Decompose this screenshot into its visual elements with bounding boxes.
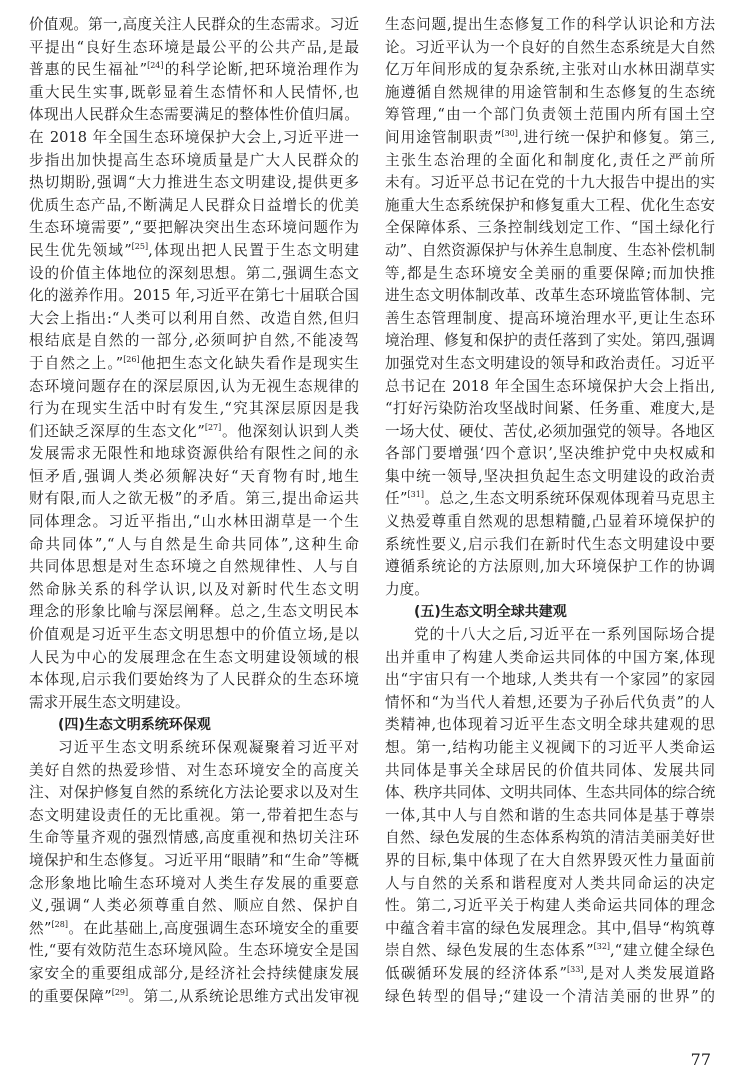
line-text: 义热爱尊重自然观的思想精髓,凸显着环境保护的 [385, 513, 715, 531]
line-text: 主张生态治理的全面化和制度化,责任之严前所 [385, 151, 715, 169]
text-line [385, 986, 715, 1009]
line-text: 恒矛盾,强调人类必须解决好“天育物有时,地生 [29, 467, 359, 485]
line-text: 化的滋养作用。2015 年,习近平在第七十届联合国 [29, 287, 359, 305]
line-text: 人与自然的关系和谐程度对人类共同命运的决定 [385, 874, 715, 892]
text-line [385, 534, 715, 557]
text-line [385, 940, 715, 963]
line-text: 党的十八大之后,习近平在一系列国际场合提 [414, 626, 715, 644]
line-text: 。总之,生态文明系统环保观体现着马克思主 [423, 490, 715, 508]
line-text: 绿色转型的倡导;“建设一个清洁美丽的世界”的 [385, 987, 715, 1005]
line-text: 步指出加快提高生态环境质量是广大人民群众的 [29, 151, 359, 169]
line-text: 的科学论断,把环境治理作为 [163, 61, 359, 79]
text-line [29, 398, 359, 421]
text-line [385, 760, 715, 783]
line-text: 施重大生态系统保护和修复重大工程、优化生态安 [385, 196, 715, 214]
text-line [29, 172, 359, 195]
line-text: 动”、自然资源保护与休养生息制度、生态补偿机制 [385, 241, 715, 259]
text-line [29, 534, 359, 557]
text-line [385, 805, 715, 828]
text-line [29, 263, 359, 286]
line-text: 间用途管制职责” [385, 128, 502, 146]
line-text: 大会上指出:“人类可以利用自然、改造自然,但归 [29, 309, 359, 327]
text-line [29, 669, 359, 692]
text-line [29, 963, 359, 986]
line-text: 发展需求无限性和地球资源供给有限性之间的永 [29, 445, 359, 463]
left-column [29, 14, 359, 1008]
text-line [29, 511, 359, 534]
citation-ref: [27] [204, 422, 222, 432]
text-line [385, 511, 715, 534]
text-line [385, 37, 715, 60]
line-text: 态环境问题存在的深层原因,认为无视生态规律的 [29, 377, 359, 395]
line-text: 遵循系统论的方法原则,加大环境保护工作的协调 [385, 558, 715, 576]
line-text: ,是对人类发展道路 [583, 964, 715, 982]
line-text: 共同体是事关全球居民的价值共同体、发展共同 [385, 761, 715, 779]
line-text: 普惠的民生福祉” [29, 61, 148, 79]
text-line [385, 918, 715, 941]
line-text: 生态环境需要”,“要把解决突出生态环境问题作为 [29, 219, 359, 237]
right-column [385, 14, 715, 1008]
citation-ref: [30] [501, 128, 518, 138]
line-text: 本体现,启示我们要始终为了人民群众的生态环境 [29, 671, 359, 689]
line-text: 亿万年间形成的复杂系统,主张对山水林田湖草实 [385, 61, 715, 79]
text-line [385, 127, 715, 150]
text-line [29, 986, 359, 1009]
text-line [385, 59, 715, 82]
text-line [29, 37, 359, 60]
text-line [29, 918, 359, 941]
line-text: 低碳循环发展的经济体系” [385, 964, 567, 982]
text-line [29, 308, 359, 331]
citation-ref: [33] [567, 964, 584, 974]
text-line [29, 353, 359, 376]
text-line [385, 14, 715, 37]
text-line [385, 263, 715, 286]
text-line [29, 850, 359, 873]
text-line [29, 330, 359, 353]
line-text: 价值观是习近平生态文明思想中的价值立场,是以 [29, 626, 359, 644]
line-text: 注、对保护修复自然的系统化方法论要求以及对生 [29, 784, 359, 802]
line-text: 出“宇宙只有一个地球,人类共有一个家园”的家园 [385, 671, 715, 689]
citation-ref: [28] [51, 919, 68, 929]
text-line [385, 330, 715, 353]
line-text: ,进行统一保护和修复。第三, [517, 128, 715, 146]
line-text: 加强党对生态文明建设的领导和政治责任。习近平 [385, 354, 715, 372]
line-text: 集中统一领导,坚决担负起生态文明建设的政治责 [385, 467, 715, 485]
text-line [385, 217, 715, 240]
text-line [385, 963, 715, 986]
line-text: 任” [385, 490, 408, 508]
text-line [385, 827, 715, 850]
line-text: 需求开展生态文明建设。 [29, 693, 190, 711]
line-text: 一体,其中人与自然和谐的生态共同体是基于尊崇 [385, 806, 715, 824]
line-text: 念形象地比喻生态环境对人类生存发展的重要意 [29, 874, 359, 892]
line-text: 论。习近平认为一个良好的自然生态系统是大自然 [385, 38, 715, 56]
line-text: (四)生态文明系统环保观 [58, 717, 211, 734]
line-text: 界的目标,集中体现了在大自然界毁灭性力量面前 [385, 851, 715, 869]
line-text: 筹管理,“由一个部门负责领土范围内所有国土空 [385, 106, 715, 124]
text-line [385, 647, 715, 670]
line-text: 然命脉关系的科学认识,以及对新时代生态文明 [29, 580, 359, 598]
text-line [29, 692, 359, 715]
line-text: 生命等量齐观的强烈情感,高度重视和热切关注环 [29, 829, 359, 847]
line-text: 一场大仗、硬仗、苦仗,必须加强党的领导。各地区 [385, 422, 715, 440]
section-heading [385, 601, 715, 624]
text-line [29, 624, 359, 647]
citation-ref: [32] [593, 942, 611, 952]
text-line [29, 827, 359, 850]
text-line [385, 421, 715, 444]
citation-ref: [31] [407, 490, 424, 500]
line-text: 的重要保障” [29, 987, 112, 1005]
line-text: 性,“要有效防范生态环境风险。生态环境安全是国 [29, 942, 359, 960]
text-line [29, 488, 359, 511]
text-line [29, 556, 359, 579]
text-line [29, 443, 359, 466]
line-text: (五)生态文明全球共建观 [414, 604, 567, 621]
line-text: 态文明建设责任的无比重视。第一,带着把生态与 [29, 806, 359, 824]
text-line [29, 240, 359, 263]
text-line [29, 127, 359, 150]
line-text: 各部门要增强‘四个意识’,坚决维护党中央权威和 [385, 445, 715, 463]
text-line [29, 782, 359, 805]
line-text: 价值观。第一,高度关注人民群众的生态需求。习近 [29, 16, 359, 33]
text-line [385, 150, 715, 173]
text-line [385, 353, 715, 376]
line-text: 施遵循自然规律的用途管制和生态修复的生态统 [385, 83, 715, 101]
text-line [385, 737, 715, 760]
text-line [385, 873, 715, 896]
text-line [385, 579, 715, 602]
text-line [29, 195, 359, 218]
text-line [385, 308, 715, 331]
line-text: 全保障体系、三条控制线划定工作、“国土绿化行 [385, 219, 715, 237]
text-line [29, 805, 359, 828]
text-line [29, 376, 359, 399]
text-line [385, 782, 715, 805]
line-text: 于自然之上。” [29, 354, 124, 372]
text-line [29, 285, 359, 308]
citation-ref: [29] [111, 987, 129, 997]
line-text: 进生态文明体制改革、改革生态环境监管体制、完 [385, 287, 715, 305]
line-text: 崇自然、绿色发展的生态体系” [385, 942, 594, 960]
line-text: 系统性要义,启示我们在新时代生态文明建设中要 [385, 535, 715, 553]
text-line [385, 376, 715, 399]
text-line [385, 285, 715, 308]
line-text: 平提出“良好生态环境是最公平的公共产品,是最 [29, 38, 359, 56]
line-text: 习近平生态文明系统环保观凝聚着习近平对 [58, 739, 359, 756]
line-text: 热切期盼,强调“大力推进生态文明建设,提供更多 [29, 174, 359, 192]
text-line [385, 714, 715, 737]
line-text: 命共同体”,“人与自然是生命共同体”,这种生命 [29, 535, 359, 553]
line-text: 们还缺乏深厚的生态文化” [29, 422, 205, 440]
text-line [29, 895, 359, 918]
text-line [29, 579, 359, 602]
text-line [29, 466, 359, 489]
line-text: 行为在现实生活中时有发生,“究其深层原因是我 [29, 400, 359, 418]
line-text: 中蕴含着丰富的绿色发展理念。其中,倡导“构筑尊 [385, 919, 715, 937]
text-line [29, 104, 359, 127]
line-text: 善生态管理制度、提高环境治理水平,更让生态环 [385, 309, 715, 327]
line-text: 。在此基础上,高度强调生态环境安全的重要 [67, 919, 359, 937]
text-line [29, 421, 359, 444]
citation-ref: [26] [123, 354, 140, 364]
line-text: 人民为中心的发展理念在生态文明建设领域的根 [29, 648, 359, 666]
line-text: 。他深刻认识到人类 [221, 422, 359, 440]
line-text: 想。第一,结构功能主义视阈下的习近平人类命运 [385, 739, 715, 756]
text-line [29, 82, 359, 105]
text-line [385, 195, 715, 218]
line-text: “打好污染防治攻坚战时间紧、任务重、难度大,是 [385, 400, 715, 418]
line-text: 根结底是自然的一部分,必须呵护自然,不能凌驾 [29, 332, 359, 350]
line-text: 境保护和生态修复。习近平用“眼睛”和“生命”等概 [29, 851, 359, 869]
text-line [385, 692, 715, 715]
line-text: 体、秩序共同体、文明共同体、生态共同体的综合统 [385, 784, 715, 802]
line-text: 。第二,从系统论思维方式出发审视 [128, 987, 359, 1005]
text-line [385, 172, 715, 195]
line-text: ,体现出把人民置于生态文明建 [148, 241, 359, 259]
line-text: 在 2018 年全国生态环境保护大会上,习近平进一 [29, 128, 359, 146]
text-line [29, 647, 359, 670]
line-text: 同体理念。习近平指出,“山水林田湖草是一个生 [29, 513, 359, 531]
text-line [29, 14, 359, 37]
line-text: 性。第二,习近平关于构建人类命运共同体的理念 [385, 897, 715, 915]
line-text: 共同体思想是对生态环境之自然规律性、人与自 [29, 558, 359, 576]
text-line [385, 850, 715, 873]
line-text: 自然、绿色发展的生态体系构筑的清洁美丽美好世 [385, 829, 715, 847]
text-line [385, 466, 715, 489]
text-line [385, 895, 715, 918]
text-line [29, 873, 359, 896]
line-text: 总书记在 2018 年全国生态环境保护大会上指出, [385, 377, 715, 395]
line-text: 未有。习近平总书记在党的十九大报告中提出的实 [385, 174, 715, 192]
line-text: 境治理、修复和保护的责任落到了实处。第四,强调 [385, 332, 715, 350]
text-line [385, 104, 715, 127]
line-text: 类精神,也体现着习近平生态文明全球共建观的思 [385, 716, 715, 734]
line-text: 义,强调“人类必须尊重自然、顺应自然、保护自 [29, 897, 359, 915]
text-line [385, 556, 715, 579]
line-text: 力度。 [385, 580, 429, 598]
text-line [385, 240, 715, 263]
text-line [29, 760, 359, 783]
line-text: 出并重申了构建人类命运共同体的中国方案,体现 [385, 648, 715, 666]
section-heading [29, 714, 359, 737]
line-text: 民生优先领域” [29, 241, 132, 259]
text-line [385, 624, 715, 647]
line-text: 设的价值主体地位的深刻思想。第二,强调生态文 [29, 264, 359, 282]
citation-ref: [25] [131, 241, 149, 251]
text-line [385, 82, 715, 105]
line-text: 美好自然的热爱珍惜、对生态环境安全的高度关 [29, 761, 359, 779]
line-text: 体现出人民群众生态需要满足的整体性价值归属。 [29, 106, 359, 124]
text-line [29, 940, 359, 963]
line-text: 理念的形象比喻与深层阐释。总之,生态文明民本 [29, 603, 359, 621]
page-number: 77 [690, 1050, 711, 1069]
text-line [385, 443, 715, 466]
text-line [29, 737, 359, 760]
line-text: 家安全的重要组成部分,是经济社会持续健康发展 [29, 964, 359, 982]
text-line [29, 601, 359, 624]
text-line [29, 150, 359, 173]
line-text: 他把生态文化缺失看作是现实生 [139, 354, 359, 372]
text-line [29, 59, 359, 82]
line-text: 生态问题,提出生态修复工作的科学认识论和方法 [385, 16, 715, 33]
line-text: 然” [29, 919, 52, 937]
line-text: 等,都是生态环境安全美丽的重要保障;而加快推 [385, 264, 715, 282]
text-line [385, 488, 715, 511]
line-text: 重大民生实事,既彰显着生态情怀和人民情怀,也 [29, 83, 359, 101]
line-text: ,“建立健全绿色 [610, 942, 715, 960]
line-text: 情怀和“为当代人着想,还要为子孙后代负责”的人 [385, 693, 715, 711]
line-text: 财有限,而人之欲无极”的矛盾。第三,提出命运共 [29, 490, 359, 508]
citation-ref: [24] [147, 61, 164, 71]
line-text: 优质生态产品,不断满足人民群众日益增长的优美 [29, 196, 359, 214]
text-line [385, 669, 715, 692]
text-line [29, 217, 359, 240]
text-line [385, 398, 715, 421]
